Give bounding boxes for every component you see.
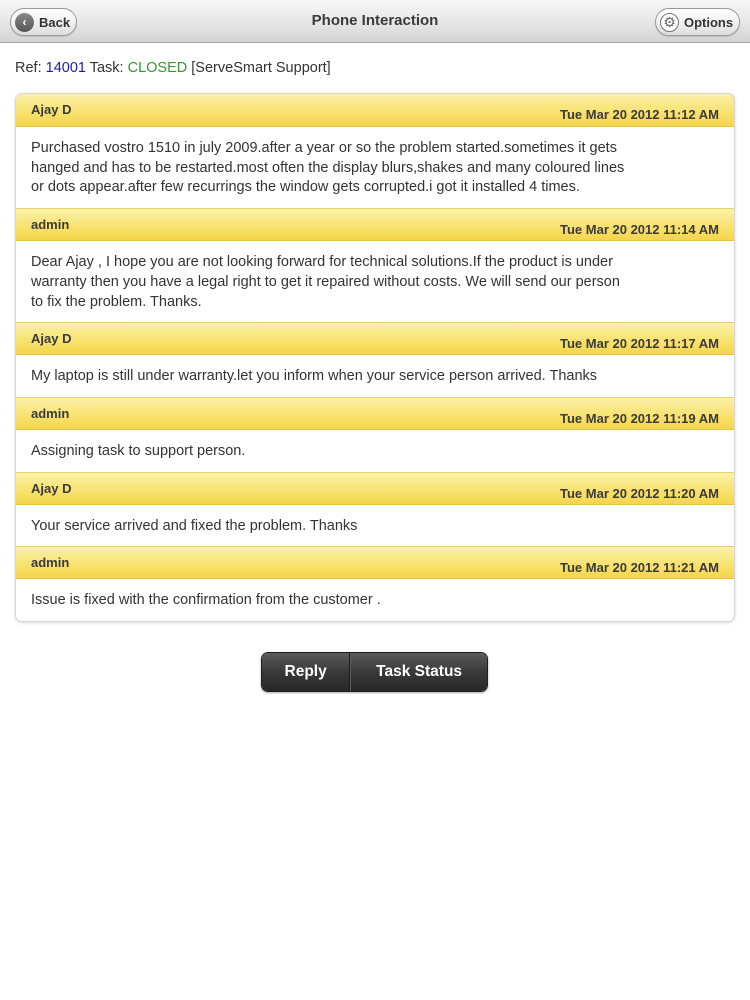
task-status-button[interactable]: Task Status [350,653,487,691]
message-timestamp: Tue Mar 20 2012 11:21 AM [560,560,719,576]
message-item [16,322,734,397]
message-text: Dear Ajay , I hope you are not looking forward for technical solutions.If the product is under warranty then you have a legal right to get it repaired without costs. We will send our person to fix the problem. Thanks. [16,241,734,322]
chevron-left-icon: ‹ [15,13,34,32]
message-text: Assigning task to support person. [16,430,734,472]
message-author: Ajay D [31,480,72,496]
message-author: admin [31,555,70,571]
message-author: admin [31,405,70,421]
message-header [16,94,734,127]
ref-label: Ref: [15,60,42,76]
options-button[interactable] [655,8,740,36]
message-text: Your service arrived and fixed the problem. Thanks [16,505,734,547]
message-header [16,472,734,505]
message-item [16,208,734,322]
back-button-label: Back [39,14,71,30]
message-author: admin [31,217,70,233]
message-timestamp: Tue Mar 20 2012 11:17 AM [560,336,719,352]
message-item [16,472,734,547]
message-timestamp: Tue Mar 20 2012 11:14 AM [560,222,719,238]
message-timestamp: Tue Mar 20 2012 11:20 AM [560,485,719,501]
task-reference [15,60,331,76]
message-item [16,94,734,208]
options-button-label: Options [684,14,734,30]
message-author: Ajay D [31,331,72,347]
gear-icon: ⚙ [660,13,679,32]
message-item [16,546,734,621]
navigation-bar [0,0,750,43]
support-group: [ServeSmart Support] [191,60,331,76]
message-author: Ajay D [31,102,72,117]
message-text: Issue is fixed with the confirmation from the customer . [16,579,734,621]
message-header [16,208,734,241]
message-timestamp: Tue Mar 20 2012 11:19 AM [560,410,719,426]
message-timestamp: Tue Mar 20 2012 11:12 AM [560,107,719,122]
interaction-thread [15,93,735,622]
message-text: My laptop is still under warranty.let you inform when your service person arrived. Thanks [16,355,734,397]
message-header [16,322,734,355]
message-header [16,397,734,430]
ref-number: 14001 [45,60,86,76]
message-text: Purchased vostro 1510 in july 2009.after a year or so the problem started.sometimes it gets hanged and has to be restarted.most often the display blurs,shakes and many coloured lines or dots appear.after few recurrings the window gets corrupted.i got it installed 4 times. [16,127,734,208]
task-label: Task: [89,60,124,76]
reply-button[interactable]: Reply [262,653,350,691]
task-status-badge: CLOSED [127,60,188,76]
message-header [16,546,734,579]
message-item [16,397,734,472]
action-button-group [261,652,488,692]
page-title: Phone Interaction [311,12,439,29]
